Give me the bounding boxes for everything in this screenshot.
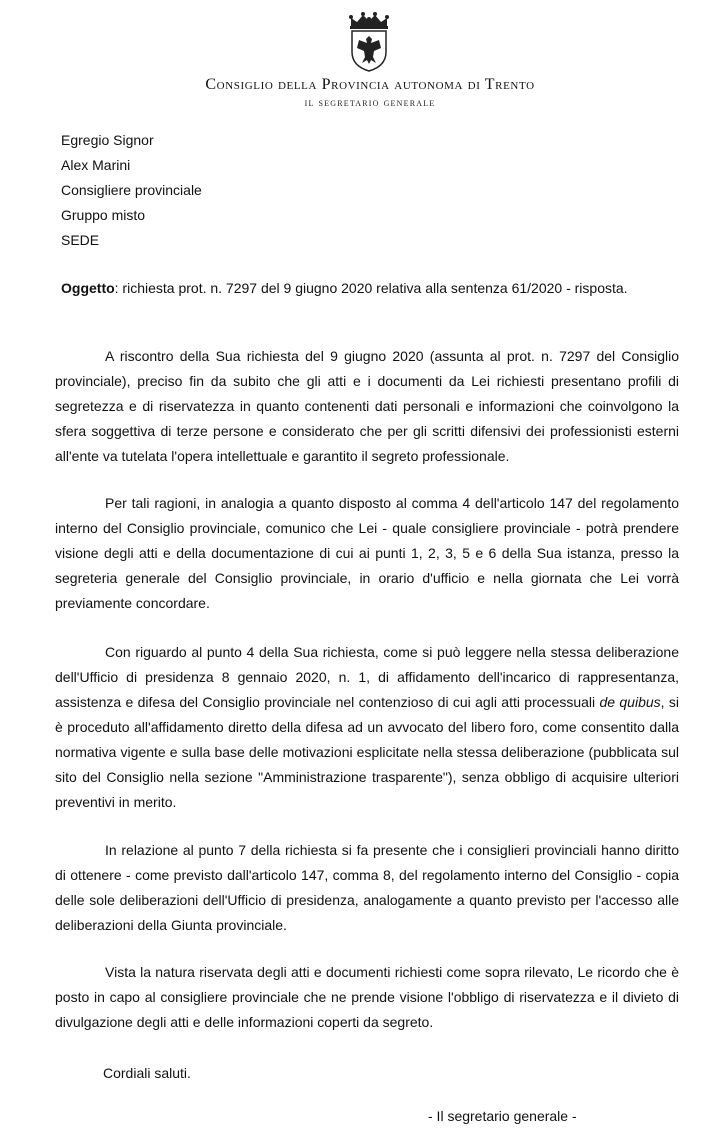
signature-line: - Il segretario generale -	[428, 1108, 577, 1124]
subject-text: : richiesta prot. n. 7297 del 9 giugno 2020 relativa alla sentenza 61/2020 - risposta.	[114, 280, 628, 296]
subject-line	[61, 280, 628, 296]
body-paragraph-3	[55, 640, 679, 815]
letterhead-org: Consiglio della Provincia autonoma di Trento	[205, 76, 535, 93]
crowned-eagle-coat-of-arms-icon	[345, 10, 393, 72]
closing-greeting: Cordiali saluti.	[103, 1065, 191, 1081]
subject-label: Oggetto	[61, 280, 115, 296]
recipient-role: Consigliere provinciale	[61, 182, 202, 198]
recipient-group: Gruppo misto	[61, 207, 146, 223]
letterhead-department: il segretario generale	[304, 97, 436, 109]
paragraph-3-text-a: Con riguardo al punto 4 della Sua richiesta, come si può leggere nella stessa deliberazione dell'Ufficio di presidenza 8 gennaio 2020, n. 1, di affidamento dell'incarico di rappresentanza, assistenza e difesa del Consiglio provinciale nel contenzioso di cui agli atti processuali	[55, 644, 679, 710]
body-paragraph-2: Per tali ragioni, in analogia a quanto disposto al comma 4 dell'articolo 147 del regolamento interno del Consiglio provinciale, comunico che Lei - quale consigliere provinciale - potrà prendere visione degli atti e della documentazione di cui ai punti 1, 2, 3, 5 e 6 della Sua istanza, presso la segreteria generale del Consiglio provinciale, in orario d'ufficio e nella giornata che Lei vorrà previamente concordare.	[55, 495, 679, 611]
recipient-salutation: Egregio Signor	[61, 132, 154, 148]
body-paragraph-1: A riscontro della Sua richiesta del 9 giugno 2020 (assunta al prot. n. 7297 del Consiglio provinciale), preciso fin da subito che gli atti e i documenti da Lei richiesti presentano profili di segretezza e di riservatezza in quanto contenenti dati personali e informazioni che coinvolgono la sfera soggettiva di terze persone e considerato che per gli scritti difensivi dei professionisti esterni all'ente va tutelata l'opera intellettuale e garantito il segreto professionale.	[55, 348, 679, 464]
body-paragraph-4: In relazione al punto 7 della richiesta si fa presente che i consiglieri provinciali hanno diritto di ottenere - come previsto dall'articolo 147, comma 8, del regolamento interno del Consiglio - copia delle sole deliberazioni dell'Ufficio di presidenza, analogamente a quanto previsto per l'accesso alle deliberazioni della Giunta provinciale.	[55, 842, 679, 933]
recipient-block	[61, 128, 202, 253]
body-paragraph-5: Vista la natura riservata degli atti e documenti richiesti come sopra rilevato, Le ricordo che è posto in capo al consigliere provinciale che ne prende visione l'obbligo di riservatezza e il divieto di divulgazione degli atti e delle informazioni coperti da segreto.	[55, 964, 679, 1030]
recipient-location: SEDE	[61, 232, 100, 248]
paragraph-3-italic: de quibus	[599, 694, 661, 710]
paragraph-3-text-b: , si è proceduto all'affidamento diretto della difesa ad un avvocato del libero foro, come consentito dalla normativa vigente e sulla base delle motivazioni esplicitate nella stessa deliberazione (pubblicata sul sito del Consiglio nella sezione "Amministrazione trasparente"), senza obbligo di acquisire ulteriori preventivi in merito.	[55, 694, 680, 810]
recipient-name: Alex Marini	[61, 157, 131, 173]
